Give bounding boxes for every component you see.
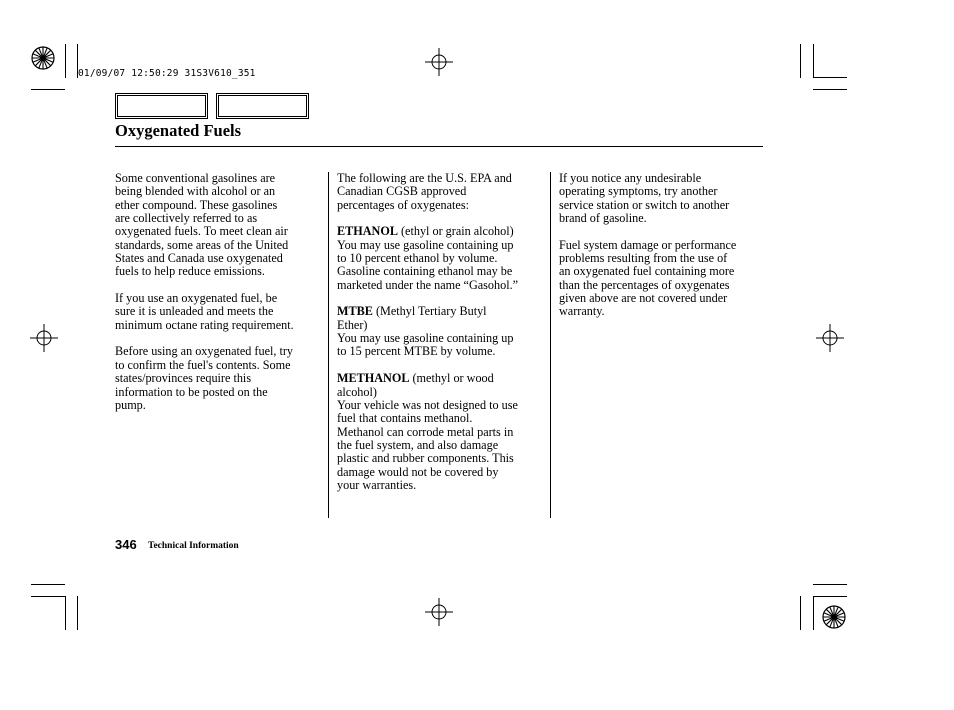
text-line: fuels to help reduce emissions.: [115, 264, 265, 279]
text-line: pump.: [115, 397, 146, 412]
text-line: ether compound. These gasolines: [115, 197, 278, 212]
crop-mark-line: [800, 44, 801, 78]
page-number: 346: [115, 537, 137, 552]
text-line: States and Canada use oxygenated: [115, 251, 283, 266]
column-divider: [328, 172, 329, 518]
crop-mark-line: [813, 44, 814, 78]
paragraph: [337, 372, 518, 492]
header-tab-box: [216, 93, 309, 119]
text-line: damage would not be covered by: [337, 464, 499, 479]
text-line: Gasoline containing ethanol may be: [337, 264, 513, 279]
paragraph: [115, 345, 294, 412]
section-name: Technical Information: [148, 541, 239, 551]
text-line: fuel that contains methanol.: [337, 411, 473, 426]
crop-mark-line: [813, 584, 847, 585]
title-rule: [115, 146, 763, 147]
text-line: You may use gasoline containing up: [337, 237, 514, 252]
text-line: alcohol): [337, 384, 377, 399]
text-line: minimum octane rating requirement.: [115, 317, 294, 332]
text-line: service station or switch to another: [559, 197, 730, 212]
text-line: Ether): [337, 317, 368, 332]
term-line: [337, 372, 518, 385]
paragraph: [115, 292, 294, 332]
text-line: to confirm the fuel's contents. Some: [115, 357, 291, 372]
term-description: (methyl or wood: [409, 371, 494, 386]
crop-mark-line: [813, 77, 847, 78]
text-line: Fuel system damage or performance: [559, 237, 737, 252]
text-column-2: [337, 172, 518, 506]
text-line: your warranties.: [337, 477, 417, 492]
term-label: METHANOL: [337, 371, 410, 386]
crop-mark-line: [31, 596, 65, 597]
crop-mark-line: [31, 584, 65, 585]
term-description: (ethyl or grain alcohol): [397, 224, 514, 239]
paragraph: [337, 225, 518, 292]
term-description: (Methyl Tertiary Butyl: [372, 304, 487, 319]
print-stamp: 01/09/07 12:50:29 31S3V610_351: [78, 68, 256, 79]
text-line: information to be posted on the: [115, 384, 268, 399]
text-line: operating symptoms, try another: [559, 184, 718, 199]
text-line: being blended with alcohol or an: [115, 184, 276, 199]
crop-mark-line: [813, 596, 814, 630]
term-line: [337, 305, 518, 318]
text-line: You may use gasoline containing up: [337, 331, 514, 346]
text-line: marketed under the name “Gasohol.”: [337, 277, 519, 292]
term-label: ETHANOL: [337, 224, 398, 239]
text-line: percentages of oxygenates:: [337, 197, 469, 212]
text-line: Before using an oxygenated fuel, try: [115, 344, 294, 359]
text-line: warranty.: [559, 304, 605, 319]
crop-mark-line: [800, 596, 801, 630]
header-tab-box: [115, 93, 208, 119]
text-line: problems resulting from the use of: [559, 251, 728, 266]
starburst-target-icon: [30, 45, 56, 71]
crosshair-target-icon: [425, 48, 453, 76]
text-line: If you notice any undesirable: [559, 171, 702, 185]
crop-mark-line: [31, 89, 65, 90]
text-line: Canadian CGSB approved: [337, 184, 467, 199]
text-column-3: [559, 172, 736, 332]
term-line: [337, 225, 518, 238]
text-line: an oxygenated fuel containing more: [559, 264, 735, 279]
paragraph: [559, 172, 736, 225]
crop-mark-line: [65, 44, 66, 78]
text-line: Your vehicle was not designed to use: [337, 397, 518, 412]
term-label: MTBE: [337, 304, 373, 319]
text-line: states/provinces require this: [115, 371, 252, 386]
paragraph: [337, 172, 518, 212]
paragraph: [559, 239, 736, 319]
page-title: Oxygenated Fuels: [115, 121, 242, 140]
paragraph: [337, 305, 518, 358]
starburst-target-icon: [821, 604, 847, 630]
crosshair-target-icon: [30, 324, 58, 352]
text-line: to 10 percent ethanol by volume.: [337, 251, 498, 266]
text-column-1: [115, 172, 294, 426]
text-line: are collectively referred to as: [115, 211, 258, 226]
text-line: to 15 percent MTBE by volume.: [337, 344, 496, 359]
text-line: than the percentages of oxygenates: [559, 277, 730, 292]
crop-mark-line: [77, 596, 78, 630]
crop-mark-line: [813, 596, 847, 597]
text-line: oxygenated fuels. To meet clean air: [115, 224, 288, 239]
column-divider: [550, 172, 551, 518]
text-line: If you use an oxygenated fuel, be: [115, 291, 278, 306]
paragraph: [115, 172, 294, 279]
crosshair-target-icon: [425, 598, 453, 626]
crop-mark-line: [813, 89, 847, 90]
text-line: plastic and rubber components. This: [337, 451, 514, 466]
text-line: the fuel system, and also damage: [337, 437, 499, 452]
text-line: The following are the U.S. EPA and: [337, 171, 512, 185]
text-line: Some conventional gasolines are: [115, 171, 276, 185]
text-line: standards, some areas of the United: [115, 237, 289, 252]
text-line: brand of gasoline.: [559, 211, 647, 226]
crop-mark-line: [65, 596, 66, 630]
crosshair-target-icon: [816, 324, 844, 352]
text-line: sure it is unleaded and meets the: [115, 304, 274, 319]
text-line: Methanol can corrode metal parts in: [337, 424, 514, 439]
text-line: given above are not covered under: [559, 291, 728, 306]
